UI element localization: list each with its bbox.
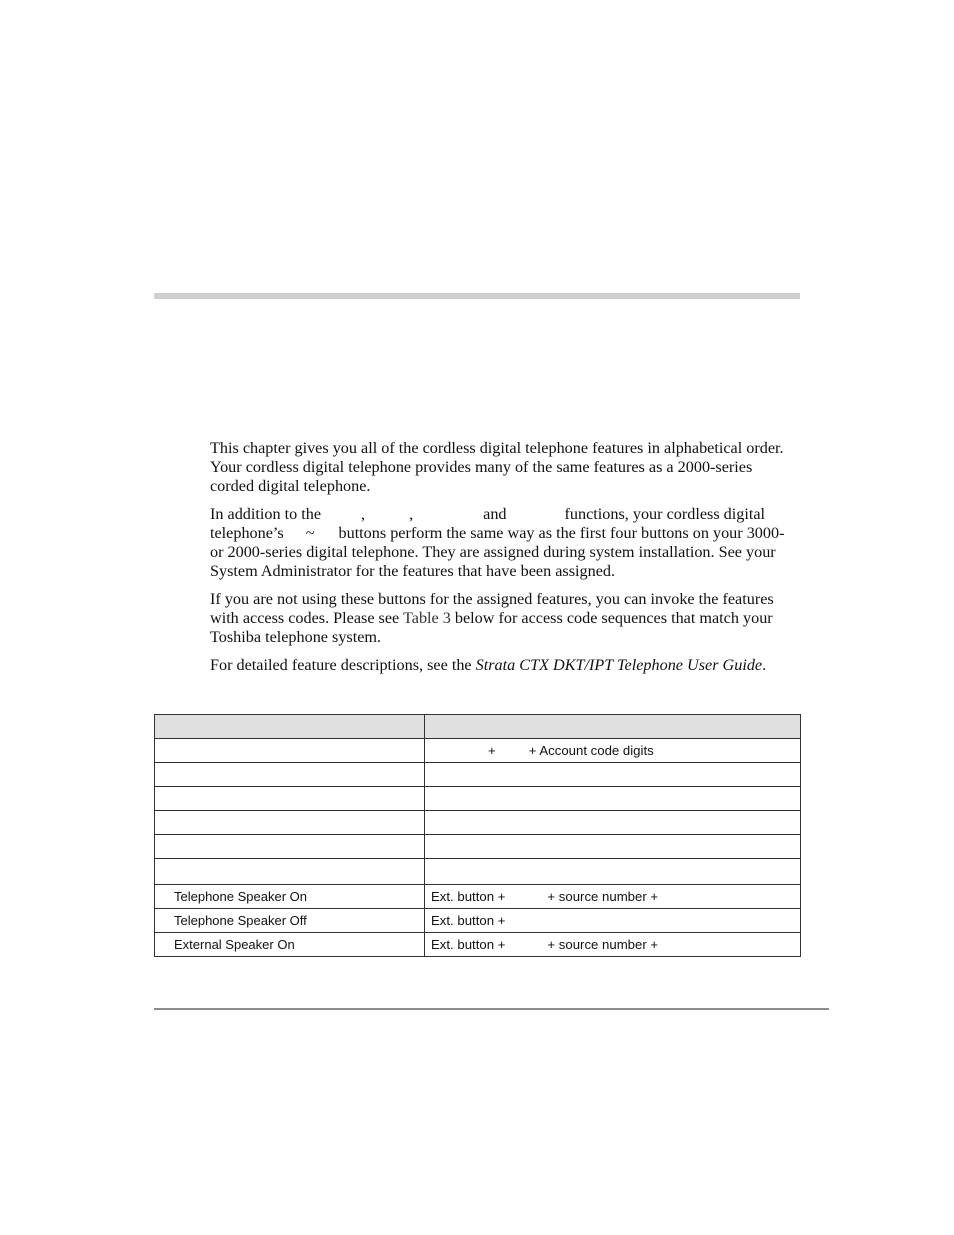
intro-paragraph: This chapter gives you all of the cordless digital telephone features in alphabetical order. Your cordless digital telephone provides many of the same features as a 2000-series corded digital telephone. bbox=[210, 439, 784, 495]
footer-rule bbox=[154, 1008, 829, 1010]
feature-cell bbox=[155, 859, 425, 885]
feature-cell: Telephone Speaker Off bbox=[155, 909, 425, 933]
user-guide-title: Strata CTX DKT/IPT Telephone User Guide bbox=[475, 656, 763, 674]
access-code-cell: + + Account code digits bbox=[425, 739, 801, 763]
access-code-cell bbox=[425, 787, 801, 811]
user-guide-paragraph: For detailed feature descriptions, see the Strata CTX DKT/IPT Telephone User Guide. bbox=[210, 656, 767, 674]
feature-cell bbox=[155, 787, 425, 811]
access-codes-paragraph: If you are not using these buttons for the assigned features, you can invoke the features with access codes. Please see Table 3 below for access code sequences that match your Toshiba telephone system. bbox=[210, 590, 774, 646]
access-code-cell bbox=[425, 835, 801, 859]
access-code-cell bbox=[425, 763, 801, 787]
table-row bbox=[155, 835, 801, 859]
table-row bbox=[155, 763, 801, 787]
access-code-cell: Ext. button + bbox=[425, 909, 801, 933]
table-row bbox=[155, 811, 801, 835]
access-code-cell bbox=[425, 811, 801, 835]
table-row bbox=[155, 885, 801, 909]
table-row bbox=[155, 859, 801, 885]
access-code-cell bbox=[425, 859, 801, 885]
chapter-intro bbox=[210, 439, 800, 684]
feature-cell bbox=[155, 811, 425, 835]
table-row bbox=[155, 933, 801, 957]
table-header-row bbox=[155, 715, 801, 739]
feature-column-header bbox=[155, 715, 425, 739]
table-3-link[interactable]: Table 3 bbox=[403, 609, 451, 627]
feature-cell bbox=[155, 739, 425, 763]
feature-cell bbox=[155, 835, 425, 859]
access-code-column-header bbox=[425, 715, 801, 739]
table-row bbox=[155, 909, 801, 933]
access-code-table bbox=[154, 714, 801, 957]
chapter-divider-bar bbox=[154, 293, 800, 299]
feature-cell: Telephone Speaker On bbox=[155, 885, 425, 909]
table-row bbox=[155, 739, 801, 763]
feature-cell: External Speaker On bbox=[155, 933, 425, 957]
table-row bbox=[155, 787, 801, 811]
access-code-cell: Ext. button + + source number + bbox=[425, 933, 801, 957]
buttons-paragraph: In addition to the , , and functions, your cordless digital telephone’s ~ buttons perform the same way as the first four buttons on your 3000- or 2000-series digital telephone. They are assigned during system installation. See your System Administrator for the features that have been assigned. bbox=[210, 505, 785, 580]
access-code-cell: Ext. button + + source number + bbox=[425, 885, 801, 909]
feature-cell bbox=[155, 763, 425, 787]
